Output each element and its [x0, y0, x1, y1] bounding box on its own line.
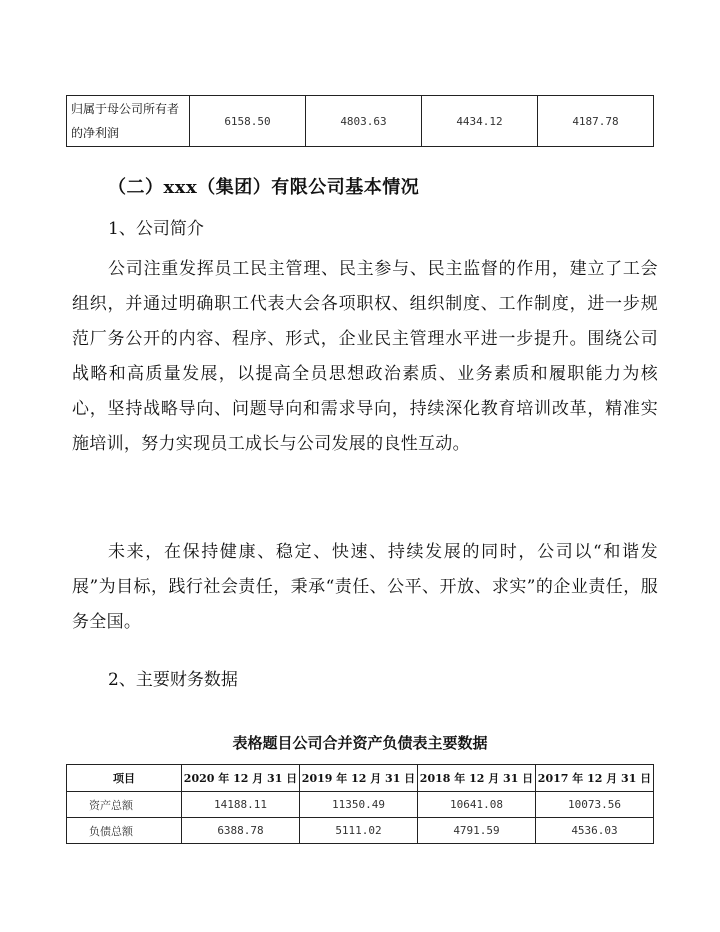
table-cell: 10073.56: [536, 792, 654, 818]
table-cell: 4536.03: [536, 818, 654, 844]
table-header-row: [67, 765, 654, 792]
row-label: 归属于母公司所有者的净利润: [67, 96, 190, 147]
column-header: 2017 年 12 月 31 日: [536, 765, 654, 792]
subsection-title-company-profile: 1、公司简介: [108, 219, 204, 239]
row-label: 资产总额: [67, 792, 182, 818]
table-cell: 14188.11: [182, 792, 300, 818]
table-cell: 6388.78: [182, 818, 300, 844]
table-cell: 6158.50: [190, 96, 306, 147]
table-caption: 表格题目公司合并资产负债表主要数据: [232, 734, 488, 752]
column-header: 2018 年 12 月 31 日: [418, 765, 536, 792]
table-row: [67, 792, 654, 818]
net-profit-table: [66, 95, 654, 147]
table-cell: 4434.12: [422, 96, 538, 147]
table-cell: 4187.78: [538, 96, 654, 147]
table-cell: 10641.08: [418, 792, 536, 818]
balance-sheet-table: [66, 764, 654, 844]
table-cell: 4791.59: [418, 818, 536, 844]
table-cell: 5111.02: [300, 818, 418, 844]
subsection-title-financial-data: 2、主要财务数据: [108, 670, 238, 690]
table-cell: 4803.63: [306, 96, 422, 147]
section-heading: （二）xxx（集团）有限公司基本情况: [108, 177, 420, 198]
column-header: 2020 年 12 月 31 日: [182, 765, 300, 792]
table-row: [67, 818, 654, 844]
company-profile-paragraph: 公司注重发挥员工民主管理、民主参与、民主监督的作用，建立了工会组织，并通过明确职工代表大会各项职权、组织制度、工作制度，进一步规范厂务公开的内容、程序、形式，企业民主管理水平进一步提升。围绕公司战略和高质量发展，以提高全员思想政治素质、业务素质和履职能力为核心，坚持战略导向、问题导向和需求导向，持续深化教育培训改革，精准实施培训，努力实现员工成长与公司发展的良性互动。: [72, 259, 658, 454]
table-row: [67, 96, 654, 147]
column-header: 项目: [67, 765, 182, 792]
table-cell: 11350.49: [300, 792, 418, 818]
row-label: 负债总额: [67, 818, 182, 844]
company-future-paragraph: 未来，在保持健康、稳定、快速、持续发展的同时，公司以“和谐发展”为目标，践行社会责任，秉承“责任、公平、开放、求实”的企业责任，服务全国。: [72, 542, 658, 632]
column-header: 2019 年 12 月 31 日: [300, 765, 418, 792]
